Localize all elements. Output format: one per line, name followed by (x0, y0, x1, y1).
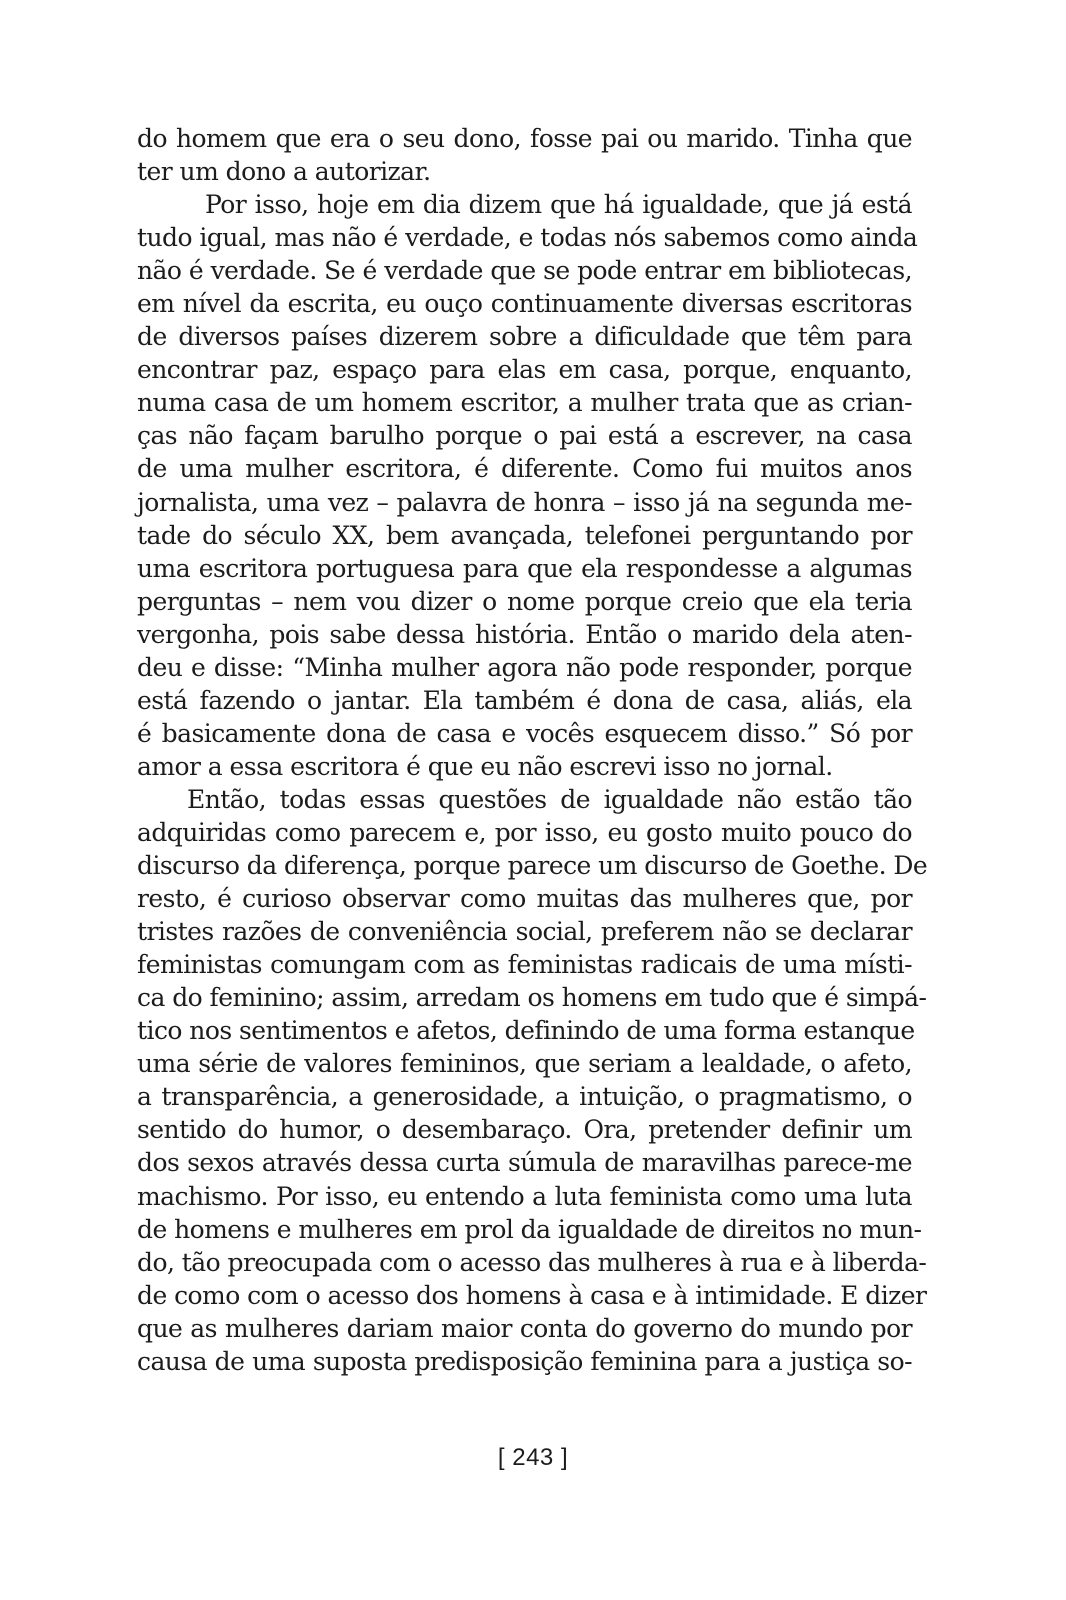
text-line: resto, é curioso observar como muitas das mulheres que, por (137, 884, 912, 914)
text-line: tudo igual, mas não é verdade, e todas nós sabemos como ainda (137, 223, 918, 253)
text-line: tico nos sentimentos e afetos, definindo de uma forma estanque (137, 1016, 915, 1046)
text-line: está fazendo o jantar. Ela também é dona de casa, aliás, ela (137, 685, 912, 715)
body-text (137, 122, 928, 1378)
text-line: sentido do humor, o desembaraço. Ora, pretender definir um (137, 1115, 912, 1145)
text-line: ças não façam barulho porque o pai está a escrever, na casa (137, 421, 912, 451)
text-line: causa de uma suposta predisposição feminina para a justiça so- (137, 1346, 912, 1376)
text-line: encontrar paz, espaço para elas em casa, porque, enquanto, (137, 355, 912, 385)
text-line: adquiridas como parecem e, por isso, eu gosto muito pouco do (137, 817, 912, 847)
text-line: perguntas – nem vou dizer o nome porque creio que ela teria (137, 586, 912, 616)
text-line: a transparência, a generosidade, a intuição, o pragmatismo, o (137, 1082, 912, 1112)
text-line: machismo. Por isso, eu entendo a luta feminista como uma luta (137, 1181, 912, 1211)
text-line: tade do século XX, bem avançada, telefonei perguntando por (137, 520, 912, 550)
text-line: numa casa de um homem escritor, a mulher trata que as crian- (137, 388, 912, 418)
page-number: [ 243 ] (497, 1444, 569, 1471)
text-line: de uma mulher escritora, é diferente. Como fui muitos anos (137, 454, 912, 484)
paragraph-first-line: Por isso, hoje em dia dizem que há igualdade, que já está (205, 190, 912, 220)
text-line: de diversos países dizerem sobre a dificuldade que têm para (137, 322, 912, 352)
text-line: deu e disse: “Minha mulher agora não pode responder, porque (137, 652, 912, 682)
text-line: uma escritora portuguesa para que ela respondesse a algumas (137, 553, 912, 583)
text-line: ter um dono a autorizar. (137, 157, 431, 187)
text-line: de homens e mulheres em prol da igualdade de direitos no mun- (137, 1214, 922, 1244)
text-line: amor a essa escritora é que eu não escrevi isso no jornal. (137, 751, 833, 781)
text-line: dos sexos através dessa curta súmula de maravilhas parece-me (137, 1148, 912, 1178)
text-line: é basicamente dona de casa e vocês esquecem disso.” Só por (137, 718, 912, 748)
text-line: vergonha, pois sabe dessa história. Então o marido dela aten- (137, 619, 912, 649)
text-line: não é verdade. Se é verdade que se pode entrar em bibliotecas, (137, 256, 912, 286)
text-line: feministas comungam com as feministas radicais de uma místi- (137, 950, 912, 980)
text-line: do, tão preocupada com o acesso das mulheres à rua e à liberda- (137, 1247, 927, 1277)
text-line: do homem que era o seu dono, fosse pai ou marido. Tinha que (137, 124, 912, 153)
text-line: discurso da diferença, porque parece um discurso de Goethe. De (137, 851, 928, 881)
text-line: que as mulheres dariam maior conta do governo do mundo por (137, 1313, 912, 1343)
text-line: em nível da escrita, eu ouço continuamente diversas escritoras (137, 289, 912, 319)
text-line: uma série de valores femininos, que seriam a lealdade, o afeto, (137, 1049, 912, 1079)
text-line: jornalista, uma vez – palavra de honra – isso já na segunda me- (137, 487, 912, 517)
paragraph-first-line: Então, todas essas questões de igualdade não estão tão (187, 784, 912, 814)
text-line: tristes razões de conveniência social, preferem não se declarar (137, 917, 912, 947)
text-line: ca do feminino; assim, arredam os homens em tudo que é simpá- (137, 983, 927, 1013)
text-line: de como com o acesso dos homens à casa e à intimidade. E dizer (137, 1280, 927, 1310)
